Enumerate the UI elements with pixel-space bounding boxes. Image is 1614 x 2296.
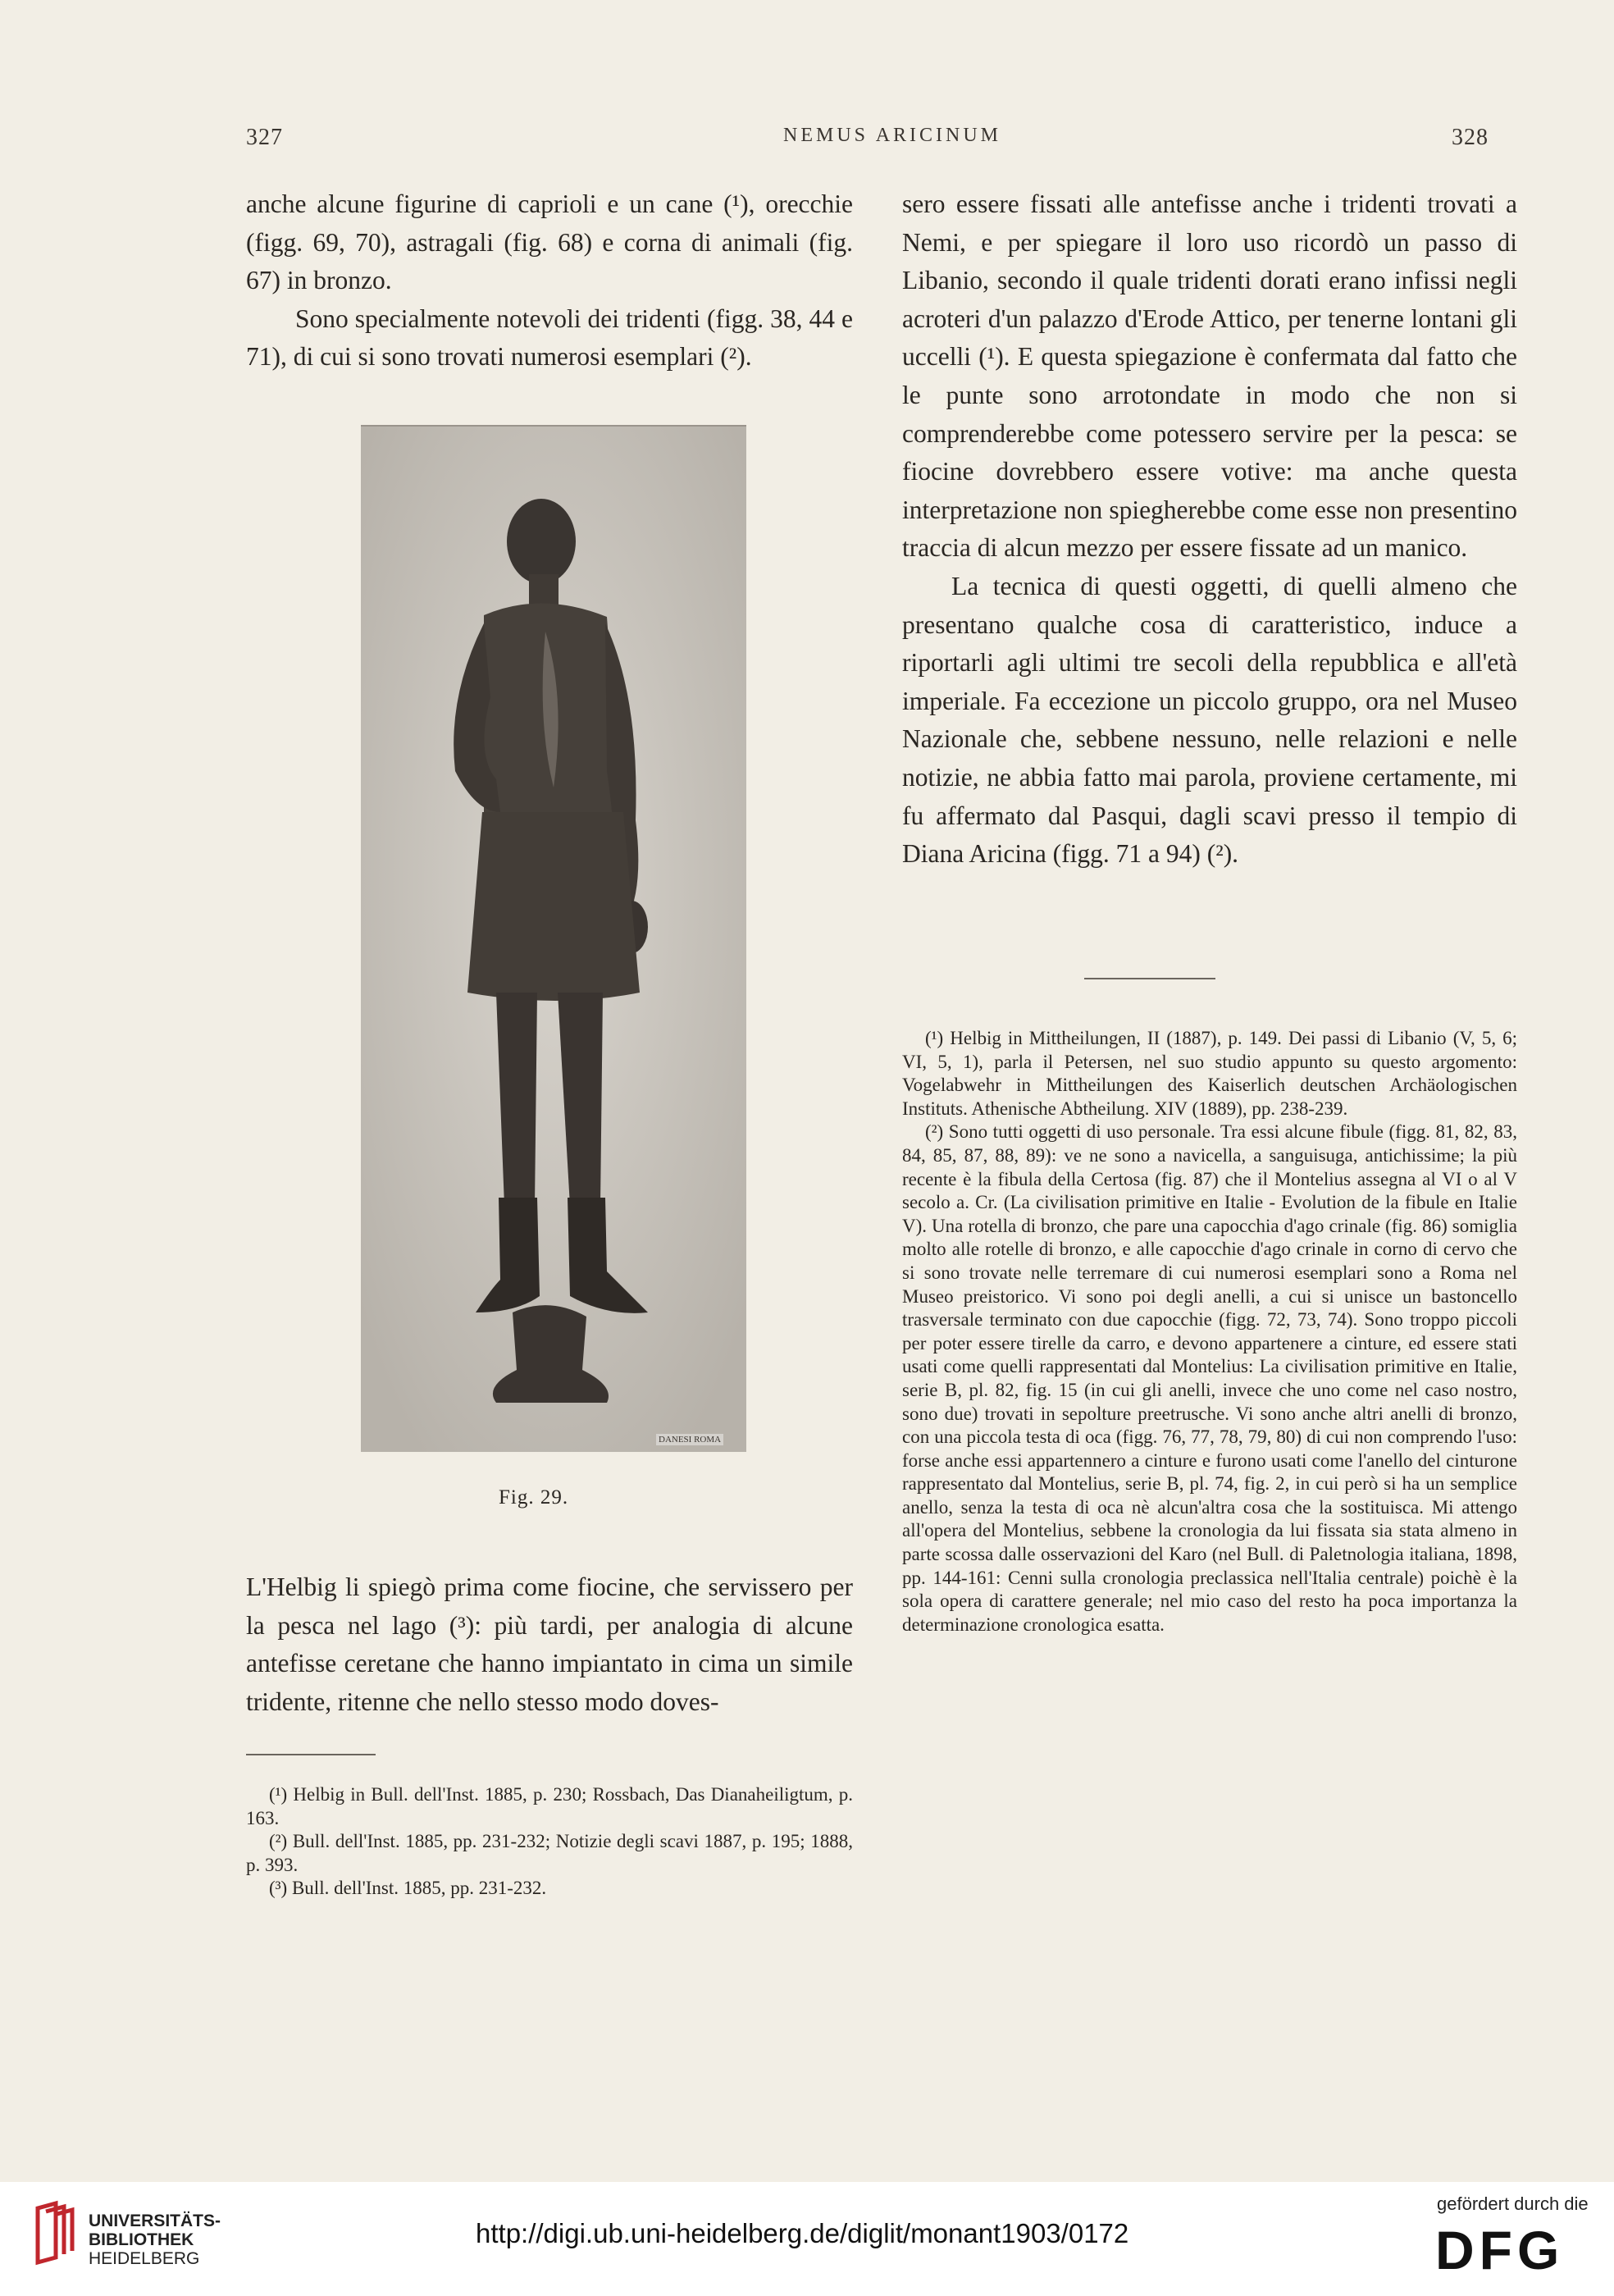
funded-by-label: gefördert durch die — [1437, 2193, 1589, 2214]
library-name — [89, 2212, 221, 2268]
footnote-rule-left — [246, 1754, 376, 1755]
right-column-text — [902, 185, 1517, 874]
dfg-logo-icon — [1435, 2221, 1564, 2279]
footnote: (¹) Helbig in Bull. dell'Inst. 1885, p. 230; Rossbach, Das Dianaheiligtum, p. 163. — [246, 1784, 853, 1828]
footnote: (²) Bull. dell'Inst. 1885, pp. 231-232; Notizie degli scavi 1887, p. 195; 1888, p. 393. — [246, 1831, 853, 1875]
source-url-link[interactable]: http://digi.ub.uni-heidelberg.de/diglit/monant1903/0172 — [476, 2218, 1129, 2248]
paragraph: anche alcune figurine di caprioli e un cane (¹), orecchie (figg. 69, 70), astragali (fig. 68) e corna di animali (fig. 67) in bronzo. — [246, 189, 853, 295]
paragraph: sero essere fissati alle antefisse anche i tridenti trovati a Nemi, e per spiegare il loro uso ricordò un passo di Libanio, secondo il quale tridenti dorati erano infissi negli acroteri d'un palazzo d'Erode Attico, per tenerne lontani gli uccelli (¹). E questa spiegazione è confermata dal fatto che le punte sono arrotondate in modo che non si comprenderebbe come potessero servire per la pesca: se fiocine dovrebbero essere votive: ma anche questa interpretazione non spiegherebbe come esse non presentino traccia di alcun mezzo per essere fissate ad un manico. — [902, 189, 1517, 563]
funder-logo-text: DFG — [1435, 2220, 1565, 2280]
paragraph: Sono specialmente notevoli dei tridenti (figg. 38, 44 e 71), di cui si sono trovati numerosi esemplari (²). — [246, 304, 853, 372]
library-name-line: HEIDELBERG — [89, 2249, 200, 2268]
figure-photo-bronze-statuette — [361, 425, 746, 1452]
library-name-line: UNIVERSITÄTS- — [89, 2212, 221, 2230]
footnote: (²) Sono tutti oggetti di uso personale. Tra essi alcune fibule (figg. 81, 82, 83, 84, 85, 87, 88, 89): ve ne sono a navicella, a sanguisuga, antichissime; la più recente è la fibula della Certosa (fig. 87) che il Montelius assegna al VI o al V secolo a. Cr. (La civilisation primitive en Italie - Evolution de la fibule en Italie V). Una rotella di bronzo, che pare una capocchia d'ago crinale (fig. 86) somiglia molto alle rotelle di bronzo, e alle capocchie d'ago crinale in corno di cervo che si sono trovate nelle terremare di cui numerosi esemplari sono a Roma nel Museo preistorico. Vi sono poi degli anelli, a cui si unisce un bastoncello trasversale terminato con due capocchie (figg. 72, 73, 74). Sono troppo piccoli per poter essere tirelle da carro, e devono appartenere a cinture, ed essere stati usati come quelli rappresentati dal Montelius: La civilisation primitive en Italie, serie B, pl. 82, fig. 15 (in cui gli anelli, invece che uno come nel caso nostro, sono due) trovati in sepolture preetrusche. Vi sono anche altri anelli di bronzo, con una piccola testa di oca (figg. 76, 77, 78, 79, 80) di cui non comprendo l'uso: forse anche essi appartennero a cinture e furono usati come l'anello del cinturone rappresentato dal Montelius, serie B, pl. 74, fig. 2, in cui però si ha un semplice anello, senza la testa di oca nè alcun'altra cosa che la sostituisca. Mi attengo all'opera del Montelius, sebbene la cronologia da lui fissata sia stata almeno in parte scossa dalle osservazioni del Karo (nel Bull. di Paletnologia italiana, 1898, pp. 144-161: Cenni sulla cronologia preclassica nell'Italia centrale) poichè è la sola opera di carattere generale; nel mio caso del resto ha poca importanza la determinazione cronologica esatta. — [902, 1121, 1517, 1635]
page-number-left: 327 — [246, 125, 283, 150]
statuette-silhouette-icon — [361, 427, 746, 1452]
left-footnotes — [246, 1783, 853, 1901]
figure-photo-credit: DANESI ROMA — [656, 1434, 723, 1445]
digitization-footer — [0, 2182, 1614, 2296]
paragraph: La tecnica di questi oggetti, di quelli almeno che presentano qualche cosa di caratteristico, induce a riportarli agli ultimi tre secoli della repubblica e all'età imperiale. Fa eccezione un piccolo gruppo, ora nel Museo Nazionale che, sebbene nessuno, nelle relazioni e nelle notizie, ne abbia fatto mai parola, proviene certamente, mi fu affermato dal Pasqui, dagli scavi presso il tempio di Diana Aricina (figg. 71 a 94) (²). — [902, 571, 1517, 869]
right-footnotes — [902, 1027, 1517, 1636]
running-title: NEMUS ARICINUM — [783, 125, 1002, 146]
footnote-rule-right — [1084, 978, 1215, 979]
ub-heidelberg-logo-icon — [31, 2200, 82, 2266]
footnote: (³) Bull. dell'Inst. 1885, pp. 231-232. — [269, 1878, 547, 1899]
left-column-text — [246, 185, 853, 377]
figure-caption: Fig. 29. — [499, 1486, 569, 1509]
footnote: (¹) Helbig in Mittheilungen, II (1887), p. 149. Dei passi di Libanio (V, 5, 6; VI, 5, 1), parla il Petersen, nel suo studio appunto su questo argomento: Vogelabwehr in Mittheilungen des Kaiserlich deutschen Archäologischen Instituts. Athenische Abtheilung. XIV (1889), pp. 238-239. — [902, 1028, 1517, 1119]
page-number-right: 328 — [1452, 125, 1489, 150]
paragraph: L'Helbig li spiegò prima come fiocine, che servissero per la pesca nel lago (³): più tardi, per analogia di alcune antefisse ceretane che hanno impiantato in cima un simile tridente, ritenne che nello stesso modo doves- — [246, 1573, 853, 1716]
library-name-line: BIBLIOTHEK — [89, 2230, 194, 2249]
left-column-continuation — [246, 1568, 853, 1721]
